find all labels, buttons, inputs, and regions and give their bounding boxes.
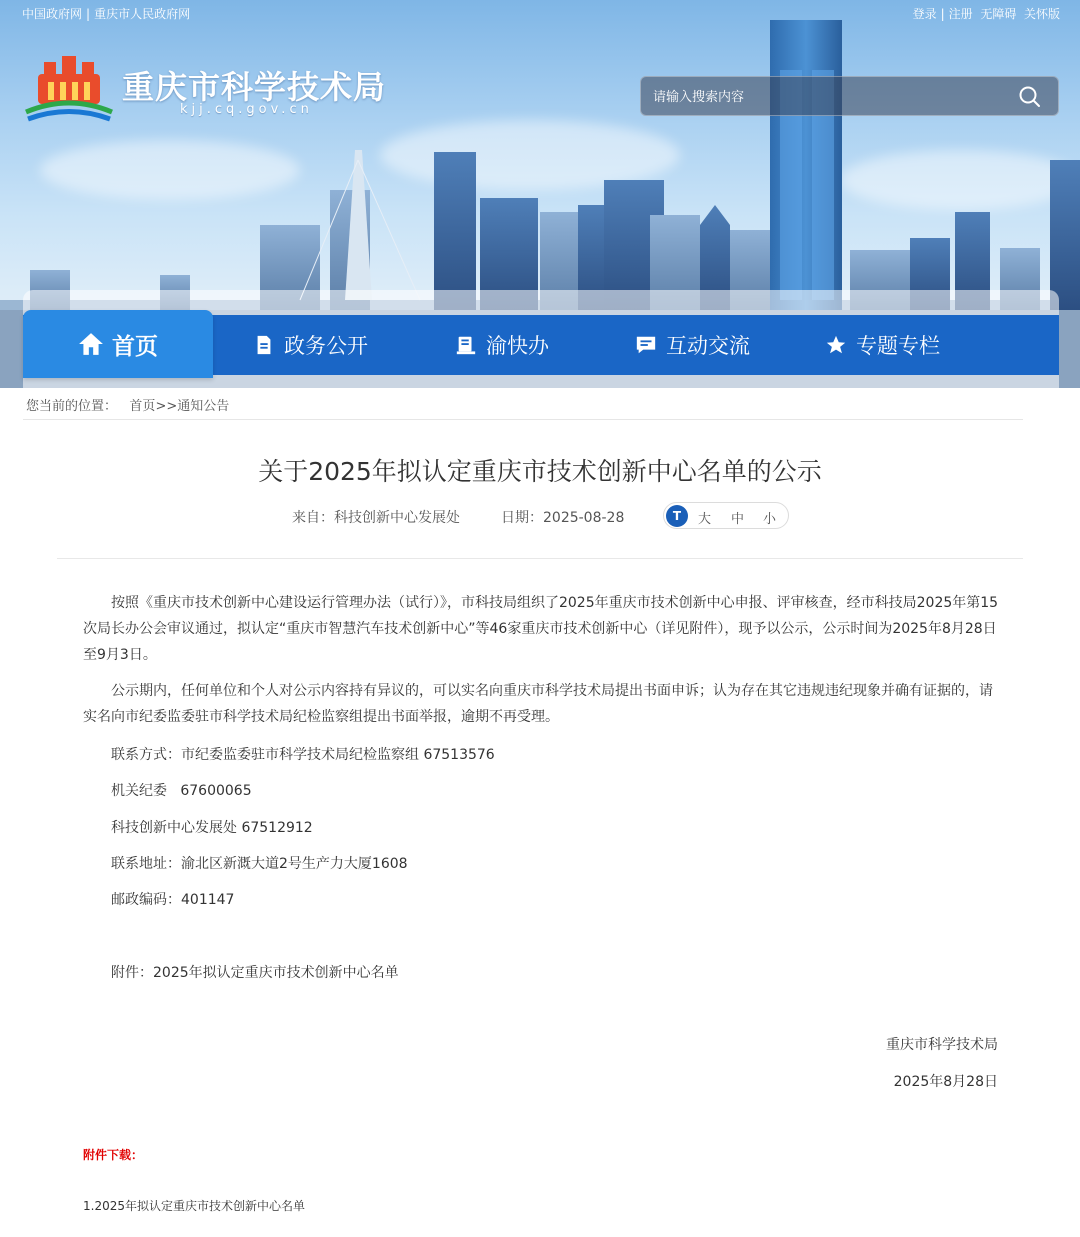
site-domain: kjj.cq.gov.cn <box>180 102 313 117</box>
site-title: 重庆市科学技术局 <box>122 68 387 106</box>
document-icon <box>253 334 275 356</box>
nav-item-interaction[interactable] <box>635 315 750 375</box>
separator: | <box>86 7 91 21</box>
contact-discipline: 联系方式：市纪委监委驻市科学技术局纪检监察组 67513576 <box>111 747 495 763</box>
postcode: 邮政编码：401147 <box>111 892 235 908</box>
search-icon[interactable] <box>1018 85 1042 109</box>
attachment-note: 附件：2025年拟认定重庆市技术创新中心名单 <box>111 965 399 981</box>
nav-item-topics[interactable] <box>825 315 940 375</box>
nav-label: 专题专栏 <box>856 334 940 358</box>
accessibility-link[interactable]: 无障碍 <box>980 7 1017 21</box>
article-paragraph-2: 公示期内，任何单位和个人对公示内容持有异议的，可以实名向重庆市科学技术局提出书面申诉；认为存在其它违规违纪现象并确有证据的，请实名向市纪委监委驻市科学技术局纪检监察组提出书面举报，逾期不再受理。 <box>83 683 993 725</box>
top-utility-bar <box>0 5 1080 21</box>
nav-item-yukuaiban[interactable] <box>455 315 549 375</box>
search-input[interactable] <box>653 85 993 109</box>
divider <box>57 558 1023 559</box>
article-date: 日期：2025-08-28 <box>501 510 625 526</box>
search-box <box>640 76 1059 116</box>
login-link[interactable]: 登录 <box>912 7 937 21</box>
breadcrumb-current-link[interactable]: 通知公告 <box>177 399 230 414</box>
font-size-switcher <box>663 502 789 529</box>
divider <box>23 419 1023 420</box>
article-title: 关于2025年拟认定重庆市技术创新中心名单的公示 <box>258 457 822 486</box>
nav-item-gov-affairs[interactable] <box>253 315 368 375</box>
contact-department: 科技创新中心发展处 67512912 <box>111 820 313 836</box>
nav-label: 互动交流 <box>666 334 750 358</box>
font-small-button[interactable]: 小 <box>763 512 777 527</box>
gov-portal-link[interactable]: 中国政府网 <box>22 7 83 21</box>
book-icon <box>455 334 477 356</box>
register-link[interactable]: 注册 <box>948 7 973 21</box>
contact-address: 联系地址：渝北区新溉大道2号生产力大厦1608 <box>111 856 408 872</box>
elder-mode-link[interactable]: 关怀版 <box>1023 7 1060 21</box>
nav-label: 政务公开 <box>284 334 368 358</box>
nav-item-home[interactable] <box>23 310 213 378</box>
breadcrumb <box>26 395 229 414</box>
signature-org: 重庆市科学技术局 <box>886 1037 998 1053</box>
font-medium-button[interactable]: 中 <box>731 512 745 527</box>
chat-icon <box>635 334 657 356</box>
breadcrumb-prefix: 您当前的位置： <box>26 399 118 414</box>
download-section-title: 附件下载： <box>83 1148 144 1162</box>
city-portal-link[interactable]: 重庆市人民政府网 <box>94 7 191 21</box>
nav-label: 渝快办 <box>486 334 549 358</box>
contact-party-committee: 机关纪委 67600065 <box>111 783 252 799</box>
site-logo-icon[interactable] <box>24 56 114 126</box>
home-icon <box>78 331 104 357</box>
attachment-download-link[interactable]: 1.2025年拟认定重庆市技术创新中心名单 <box>83 1199 305 1213</box>
article-source: 来自：科技创新中心发展处 <box>292 510 460 526</box>
signature-date: 2025年8月28日 <box>893 1074 998 1090</box>
font-large-button[interactable]: 大 <box>698 512 712 527</box>
font-size-icon: T <box>666 505 688 527</box>
nav-label: 首页 <box>112 333 158 360</box>
star-icon <box>825 334 847 356</box>
breadcrumb-separator: >> <box>155 399 178 414</box>
separator: | <box>940 7 945 21</box>
article-paragraph-1: 按照《重庆市技术创新中心建设运行管理办法（试行）》，市科技局组织了2025年重庆市技术创新中心申报、评审核查，经市科技局2025年第15次局长办公会审议通过，拟认定“重庆市智慧汽车技术创新中心”等46家重庆市技术创新中心（详见附件），现予以公示，公示时间为2025年8月28日至9月3日。 <box>83 595 999 663</box>
breadcrumb-home-link[interactable]: 首页 <box>129 399 156 414</box>
